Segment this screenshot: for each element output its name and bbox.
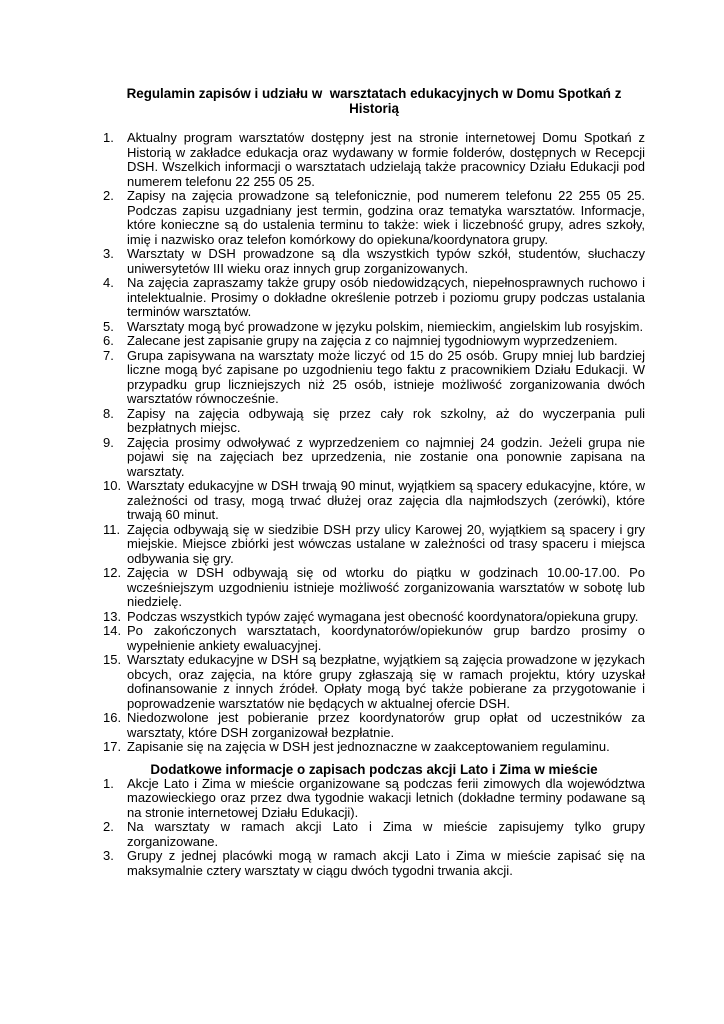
rule-item: Podczas wszystkich typów zajęć wymagana jest obecność koordynatora/opiekuna grupy. bbox=[127, 608, 639, 624]
rule-item: Na zajęcia zapraszamy także grupy osób niedowidzących, niepełnosprawnych ruchowo i intelektualnie. Prosimy o dokładne określenie potrzeb i poziomu grupy podczas ustalania terminów warsztatów. bbox=[127, 275, 645, 319]
extra-section-list bbox=[103, 777, 645, 879]
rule-item: Zapisy na zajęcia prowadzone są telefonicznie, pod numerem telefonu 22 255 05 25. Podczas zapisu uzgadniany jest termin, godzina oraz tematyka warsztatów. Informacje, które konieczne są do ustalenia terminu to także: wiek i liczebność grupy, adres szkoły, imię i nazwisko oraz telefon komórkowy do opiekuna/koordynatora grupy. bbox=[127, 188, 645, 247]
rule-item: Zajęcia odbywają się w siedzibie DSH przy ulicy Karowej 20, wyjątkiem są spacery i gry miejskie. Miejsce zbiórki jest wówczas ustalane w zależności od trasy spaceru i miejsca odbywania się gry. bbox=[127, 521, 645, 566]
rule-item: Warsztaty w DSH prowadzone są dla wszystkich typów szkół, studentów, słuchaczy uniwersytetów III wieku oraz innych grup zorganizowanych. bbox=[127, 246, 645, 276]
extra-item: Na warsztaty w ramach akcji Lato i Zima w mieście zapisujemy tylko grupy zorganizowane. bbox=[127, 819, 645, 849]
rule-item: Zapisy na zajęcia odbywają się przez cały rok szkolny, aż do wyczerpania puli bezpłatnych miejsc. bbox=[127, 405, 645, 435]
extra-item: Grupy z jednej placówki mogą w ramach akcji Lato i Zima w mieście zapisać się na maksymalnie cztery warsztaty w ciągu dwóch tygodni trwania akcji. bbox=[127, 848, 645, 878]
rule-item: Grupa zapisywana na warsztaty może liczyć od 15 do 25 osób. Grupy mniej lub bardziej liczne mogą być zapisane po uzgodnieniu tego faktu z pracownikiem Działu Edukacji. W przypadku grup liczniejszych niż 25 osób, istnieje możliwość zorganizowania dwóch warsztatów równocześnie. bbox=[127, 347, 645, 406]
rules-list bbox=[103, 131, 645, 755]
rule-item: Warsztaty mogą być prowadzone w języku polskim, niemieckim, angielskim lub rosyjskim. bbox=[127, 318, 644, 334]
rule-item: Warsztaty edukacyjne w DSH są bezpłatne, wyjątkiem są zajęcia prowadzone w językach obcych, oraz zajęcia, na które grupy zgłaszają się w ramach projektu, który uzyskał dofinansowanie z innych źródeł. Opłaty mogą być także pobierane za przygotowanie i poprowadzenie warsztatów nie będących w aktualnej ofercie DSH. bbox=[127, 652, 645, 711]
document-title: Regulamin zapisów i udziału w warsztatach edukacyjnych w Domu Spotkań z Historią bbox=[126, 86, 626, 116]
rule-item: Zalecane jest zapisanie grupy na zajęcia z co najmniej tygodniowym wyprzedzeniem. bbox=[127, 333, 618, 348]
rule-item: Zajęcia w DSH odbywają się od wtorku do piątku w godzinach 10.00-17.00. Po wcześniejszym uzgodnieniu istnieje możliwość zorganizowania warsztatów w sobotę lub niedzielę. bbox=[127, 565, 645, 609]
rule-item: Zajęcia prosimy odwoływać z wyprzedzeniem co najmniej 24 godzin. Jeżeli grupa nie pojawi się na zajęciach bez uprzedzenia, nie zostanie ona ponownie zapisana na warsztaty. bbox=[127, 434, 645, 479]
rule-item: Zapisanie się na zajęcia w DSH jest jednoznaczne w zaakceptowaniem regulaminu. bbox=[127, 739, 610, 754]
extra-section-heading: Dodatkowe informacje o zapisach podczas akcji Lato i Zima w mieście bbox=[150, 761, 598, 777]
extra-item: Akcje Lato i Zima w mieście organizowane są podczas ferii zimowych dla województwa mazowieckiego oraz przez dwa tygodnie wakacji letnich (dokładne terminy podawane są na stronie internetowej Działu Edukacji). bbox=[127, 775, 645, 820]
rule-item: Niedozwolone jest pobieranie przez koordynatorów grup opłat od uczestników za warsztaty, które DSH zorganizował bezpłatnie. bbox=[127, 710, 645, 740]
rule-item: Po zakończonych warsztatach, koordynatorów/opiekunów grup bardzo prosimy o wypełnienie ankiety ewaluacyjnej. bbox=[127, 623, 645, 653]
rule-item: Aktualny program warsztatów dostępny jest na stronie internetowej Domu Spotkań z Historią w zakładce edukacja oraz wydawany w formie folderów, dostępnych w Recepcji DSH. Wszelkich informacji o warsztatach udzielają także pracownicy Działu Edukacji pod numerem telefonu 22 255 05 25. bbox=[127, 130, 645, 189]
rule-item: Warsztaty edukacyjne w DSH trwają 90 minut, wyjątkiem są spacery edukacyjne, które, w zależności od trasy, mogą trwać dłużej oraz zajęcia dla najmłodszych (zerówki), które trwają 60 minut. bbox=[127, 478, 645, 522]
